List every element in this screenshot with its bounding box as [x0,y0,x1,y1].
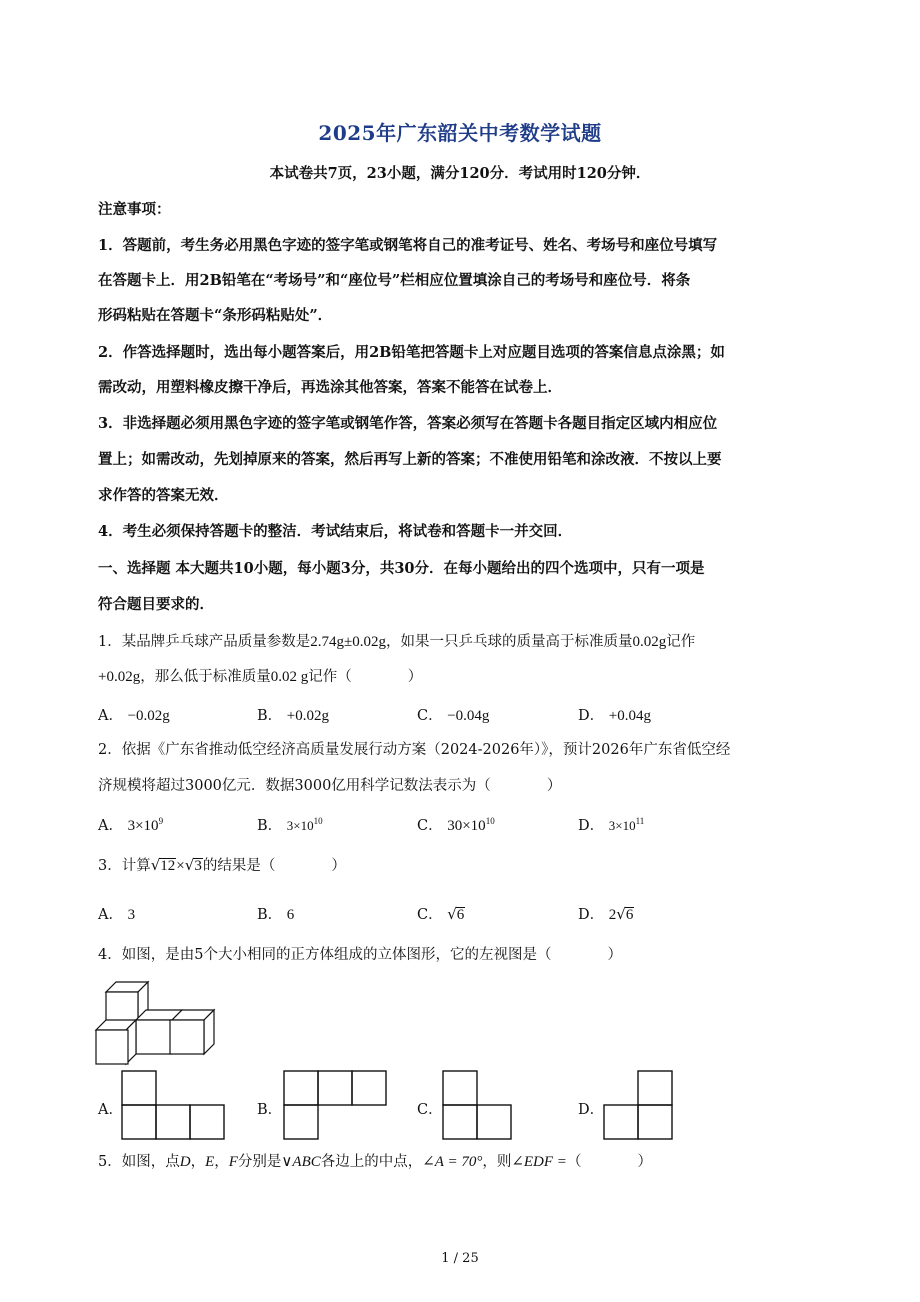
q1-option-d[interactable] [578,704,651,725]
notice-4-line-1: 4．考生必须保持答题卡的整洁．考试结束后，将试卷和答题卡一并交回． [98,523,573,540]
q1-close-paren: ） [407,669,423,685]
q3-close-paren: ） [331,858,346,874]
option-label: D． [578,818,605,834]
q4-option-a-view[interactable] [120,1069,226,1141]
option-label: D． [578,708,605,724]
sqrt-icon: √ [184,856,195,874]
option-label: C． [417,818,443,834]
option-label: C． [417,907,443,923]
q2-close-paren: ） [546,778,562,794]
q3-option-c[interactable] [417,903,465,924]
page-number: 1 / 25 [441,1251,479,1266]
q1-option-a[interactable] [98,704,170,725]
option-label: B． [257,907,283,923]
q3-times: × [176,858,185,874]
notice-3-line-1: 3．非选择题必须用黑色字迹的签字笔或钢笔作答，答案必须写在答题卡各题目指定区域内相应位 [98,415,718,432]
option-label: C． [417,708,443,724]
option-label: A． [98,907,123,923]
question-2-line-1: 2．依据《广东省推动低空经济高质量发展行动方案（2024-2026年）》，预计2026年广东省低空经 [98,742,731,758]
q4-option-d-label[interactable]: D． [578,1102,605,1118]
option-label: A． [98,708,123,724]
q1-standard-mass-2: 0.02 g [270,669,309,685]
question-4 [98,945,622,965]
option-label: D． [578,907,605,923]
notice-1-line-1: 1．答题前，考生务必用黑色字迹的签字笔或钢笔将自己的准考证号、姓名、考场号和座位号填写 [98,237,718,254]
q4-text: 4．如图，是由5个大小相同的正方体组成的立体图形，它的左视图是（ [98,947,552,963]
notice-2-line-2: 需改动，用塑料橡皮擦干净后，再选涂其他答案，答案不能答在试卷上． [98,379,562,396]
option-value: 6 [286,907,295,923]
option-base: 3×10 [286,818,314,833]
q2-text: 济规模将超过3000亿元．数据3000亿用科学记数法表示为（ [98,778,491,794]
angle-edf: ∠EDF = [511,1154,567,1170]
point-d: D [179,1154,191,1170]
q5-sep: ， [190,1154,206,1170]
q3-option-b[interactable] [257,903,294,924]
question-1-line-1 [98,632,695,652]
q3-option-a[interactable] [98,903,135,924]
q5-text-2: 分别是 [237,1154,282,1170]
option-value: −0.02g [127,708,170,724]
exam-subtitle: 本试卷共7页，23小题，满分120分．考试用时120分钟． [269,165,651,182]
q2-option-b[interactable] [257,814,323,835]
option-exponent: 10 [485,816,495,826]
q5-sep: ， [214,1154,229,1170]
option-label: A． [98,818,123,834]
notice-2-line-1: 2．作答选择题时，选出每小题答案后，用2B铅笔把答题卡上对应题目选项的答案信息点涂黑；如 [98,344,725,361]
q4-option-a-label[interactable]: A． [98,1102,123,1118]
q1-option-b[interactable] [257,704,329,725]
q3-radicand-1: 12 [160,858,176,874]
q4-option-c-label[interactable]: C． [417,1102,443,1118]
q5-text-4: ，则 [482,1154,512,1170]
option-value: +0.04g [608,708,651,724]
option-base: 3×10 [608,818,636,833]
section-1-line-1: 一、选择题 本大题共10小题，每小题3分，共30分．在每小题给出的四个选项中，只有一项是 [98,560,705,577]
q4-option-b-view[interactable] [282,1069,388,1141]
q1-text-3: 记作 [666,634,696,650]
q4-option-d-view[interactable] [602,1069,676,1141]
q1-mass-param: 2.74g±0.02g [310,634,386,650]
q4-close-paren: ） [607,947,622,963]
q1-option-c[interactable] [417,704,489,725]
option-value: 6 [625,907,634,923]
cube-solid-figure [94,978,216,1066]
notice-heading: 注意事项： [98,201,171,218]
option-coefficient: 2 [608,907,617,923]
question-2-line-2 [98,776,561,796]
q4-option-c-view[interactable] [441,1069,515,1141]
sqrt-icon: √ [616,905,626,923]
q1-standard-mass: 0.02g [632,634,667,650]
option-value: 6 [456,907,465,923]
option-value: 3 [127,907,136,923]
option-base: 3×10 [127,818,159,834]
notice-1-line-3: 形码粘贴在答题卡“条形码粘贴处”． [98,307,333,324]
notice-3-line-3: 求作答的答案无效． [98,487,229,504]
option-base: 30×10 [447,818,486,834]
option-label: B． [257,708,283,724]
q5-close-paren: ） [637,1154,652,1170]
q3-option-d[interactable] [578,903,634,924]
question-1-line-2 [98,667,422,687]
q1-text: 1．某品牌乒乓球产品质量参数是 [98,634,311,650]
q3-radicand-2: 3 [194,858,202,874]
notice-1-line-2: 在答题卡上．用2B铅笔在“考场号”和“座位号”栏相应位置填涂自己的考场号和座位号．将条 [98,272,691,289]
notice-3-line-2: 置上；如需改动，先划掉原来的答案，然后再写上新的答案；不准使用铅笔和涂改液．不按以上要 [98,451,722,468]
question-3 [98,855,346,876]
section-1-line-2: 符合题目要求的． [98,596,214,613]
q3-text-2: 的结果是（ [202,858,276,874]
option-exponent: 10 [313,816,323,826]
point-f: F [228,1154,238,1170]
q1-text-2: ，如果一只乒乓球的质量高于标准质量 [385,634,633,650]
q5-text: 5．如图，点 [98,1154,180,1170]
triangle-abc: ∨ABC [281,1154,321,1170]
question-5 [98,1152,652,1172]
q1-text-4: ，那么低于标准质量 [140,669,271,685]
q2-option-c[interactable] [417,814,495,835]
sqrt-icon: √ [447,905,457,923]
angle-a: ∠A = 70° [422,1154,483,1170]
q3-text: 3．计算 [98,858,151,874]
sqrt-icon: √ [150,856,161,874]
q5-text-3: 各边上的中点， [320,1154,423,1170]
q4-option-b-label[interactable]: B． [257,1102,283,1118]
q2-option-a[interactable] [98,814,163,835]
q1-plus-mass: +0.02g [98,669,141,685]
option-value: −0.04g [447,708,490,724]
q5-open-paren: （ [566,1154,582,1170]
option-value: +0.02g [286,708,329,724]
option-label: B． [257,818,283,834]
point-e: E [205,1154,215,1170]
q2-option-d[interactable] [578,814,644,835]
option-exponent: 11 [635,816,645,826]
page-title: 2025年广东韶关中考数学试题 [318,121,602,145]
option-exponent: 9 [158,816,164,826]
q1-text-5: 记作（ [308,669,352,685]
